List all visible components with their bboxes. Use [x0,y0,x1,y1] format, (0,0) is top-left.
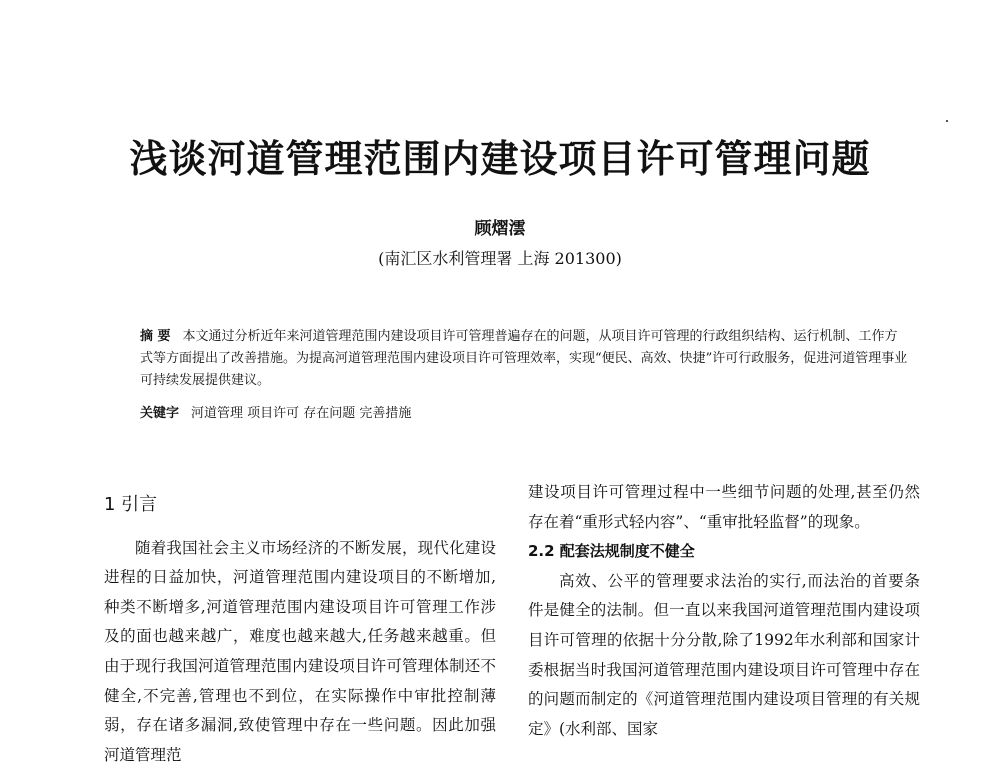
keywords [140,402,910,421]
author-name: 顾熠澐 [474,219,526,239]
abstract-text: 本文通过分析近年来河道管理范围内建设项目许可管理普遍存在的问题，从项目许可管理的行政组织结构、运行机制、工作方式等方面提出了改善措施。为提高河道管理范围内建设项目许可管理效率，实现“便民、高效、快捷”许可行政服务，促进河道管理事业可持续发展提供建议。 [140,329,908,388]
section-2-2-paragraph: 高效、公平的管理要求法治的实行,而法治的首要条件是健全的法制。但一直以来我国河道管理范围内建设项目许可管理的依据十分分散,除了1992年水利部和国家计委根据当时我国河道管理范围内建设项目许可管理中存在的问题而制定的《河道管理范围内建设项目管理的有关规定》(水利部、国家 [528,571,920,738]
paper-title: 浅谈河道管理范围内建设项目许可管理问题 [129,136,871,181]
author-affiliation: (南汇区水利管理署 上海 201300) [378,249,622,268]
right-column [528,478,920,744]
keywords-text: 河道管理 项目许可 存在问题 完善措施 [191,406,412,421]
abstract [140,326,910,392]
continued-paragraph: 建设项目许可管理过程中一些细节问题的处理,甚至仍然存在着“重形式轻内容”、“重审批轻监督”的现象。 [528,483,920,531]
section-heading-intro: 1 引言 [104,494,158,515]
section-heading-2-2: 2.2 配套法规制度不健全 [528,542,695,561]
abstract-label: 摘 要 [140,329,171,344]
keywords-label: 关键字 [140,406,180,421]
page-speck [946,120,948,122]
left-column [104,482,496,770]
intro-paragraph: 随着我国社会主义市场经济的不断发展，现代化建设进程的日益加快，河道管理范围内建设项目的不断增加,种类不断增多,河道管理范围内建设项目许可管理工作涉及的面也越来越广，难度也越来越大,任务越来越重。但由于现行我国河道管理范围内建设项目许可管理体制还不健全,不完善,管理也不到位，在实际操作中审批控制薄弱，存在诸多漏洞,致使管理中存在一些问题。因此加强河道管理范 [104,538,496,764]
